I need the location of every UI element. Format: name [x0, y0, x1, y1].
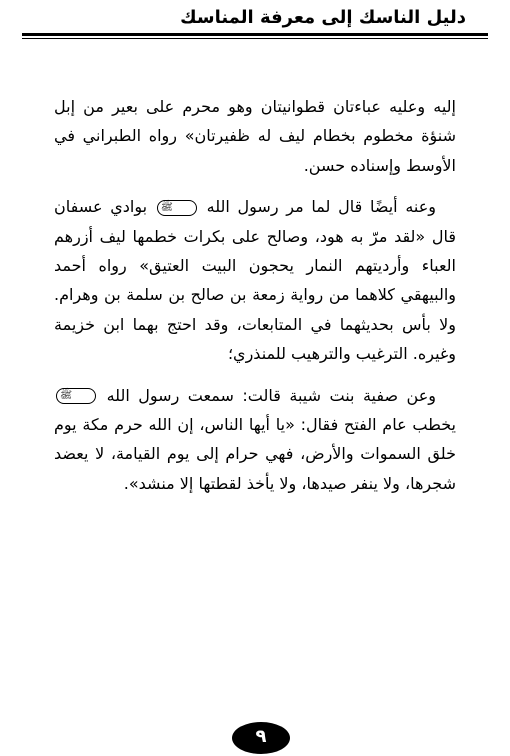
page-number-badge: ٩: [232, 722, 290, 754]
running-header-title: دليل الناسك إلى معرفة المناسك: [180, 7, 466, 28]
paragraph-2: [54, 192, 456, 368]
salawat-honorific-icon: ﷺ: [157, 200, 197, 216]
header-rule-thin: [22, 38, 488, 39]
salawat-honorific-icon: ﷺ: [56, 388, 96, 404]
paragraph-1-text: إليه وعليه عباءتان قطوانيتان وهو محرم على بعير من إبل شنؤة مخطوم بخطام ليف له ظفيرتان» رواه الطبراني في الأوسط وإسناده حسن.: [54, 97, 456, 175]
header-rule: [22, 33, 488, 36]
paragraph-2-text-start: وعنه أيضًا قال لما مر رسول الله: [206, 197, 436, 217]
paragraph-1: [54, 92, 456, 180]
body-text: [54, 92, 456, 498]
paragraph-3: [54, 381, 456, 499]
paragraph-3-text-start: وعن صفية بنت شيبة قالت: سمعت رسول الله: [106, 385, 437, 405]
paragraph-2-text-end: بوادي عسفان قال «لقد مرّ به هود، وصالح على بكرات خطمها ليف أزرهم العباء وأرديتهم النمار يحجون البيت العتيق» رواه أحمد والبيهقي كلاهما من رواية زمعة بن صالح بن سلمة بن وهرام. ولا بأس بحديثهما في المتابعات، وقد احتج بهما ابن خزيمة وغيره. الترغيب والترهيب للمنذري؛: [54, 197, 456, 364]
paragraph-3-text-end: يخطب عام الفتح فقال: «يا أيها الناس، إن الله حرم مكة يوم خلق السموات والأرض، فهي حرام إلى يوم القيامة، لا يعضد شجرها، ولا ينفر صيدها، ولا يأخذ لقطتها إلا منشد».: [54, 415, 456, 493]
